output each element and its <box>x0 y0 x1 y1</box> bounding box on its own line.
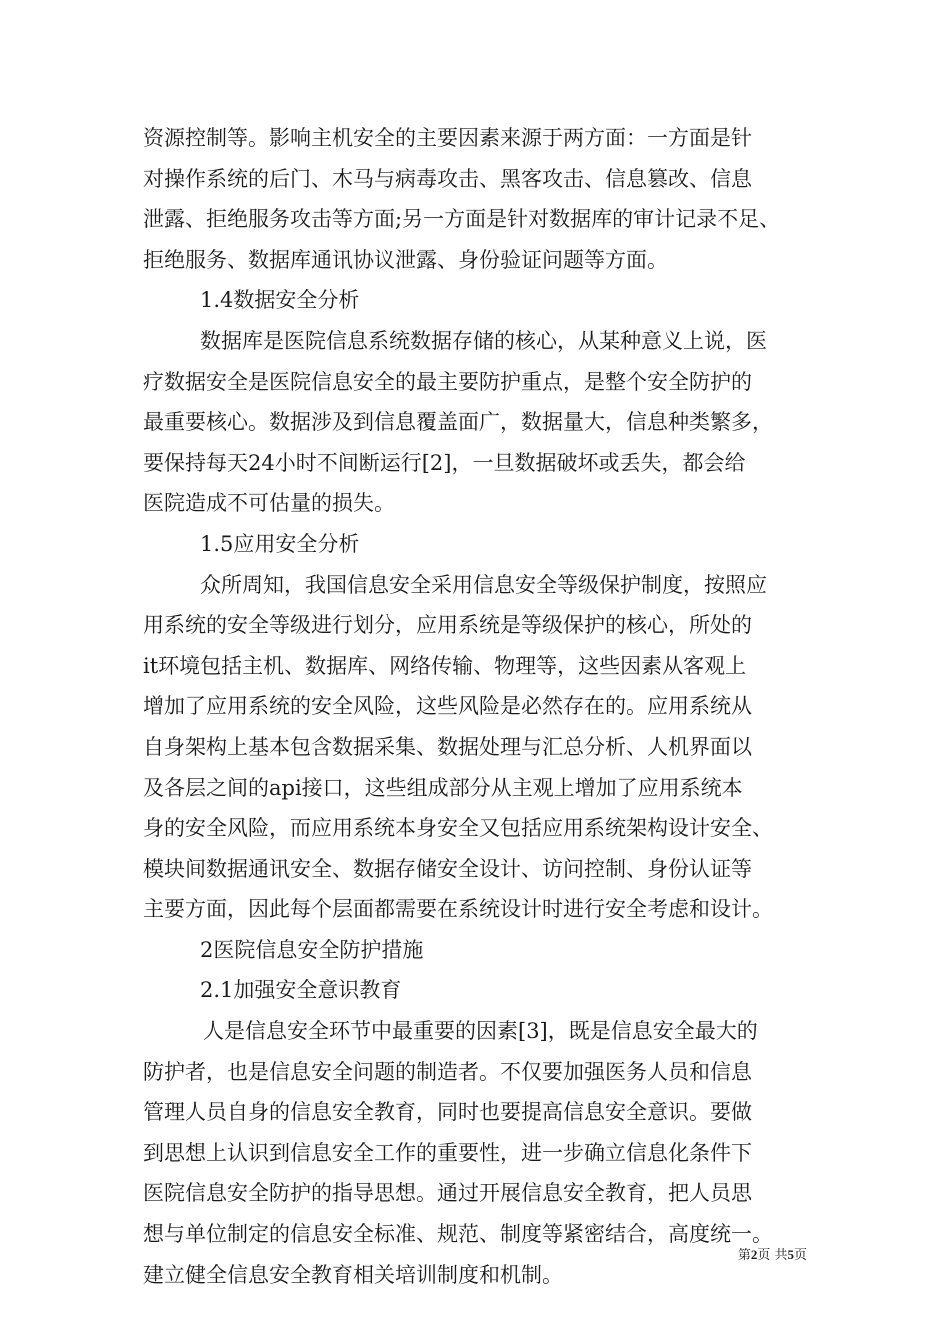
text-line: 对操作系统的后门、木马与病毒攻击、黑客攻击、信息篡改、信息 <box>143 166 752 191</box>
text-line: 要保持每天24小时不间断运行[2]，一旦数据破坏或丢失，都会给 <box>143 450 746 475</box>
page-footer <box>738 1246 807 1265</box>
text-line: 及各层之间的api接口，这些组成部分从主观上增加了应用系统本 <box>143 775 743 800</box>
text-line: 身的安全风险，而应用系统本身安全又包括应用系统架构设计安全、 <box>143 816 773 841</box>
text-line: 最重要核心。数据涉及到信息覆盖面广，数据量大，信息种类繁多， <box>143 410 773 435</box>
total-page-count: 5 <box>787 1247 794 1262</box>
footer-middle: 页 共 <box>757 1248 788 1263</box>
section-heading: 1.5应用安全分析 <box>200 531 360 556</box>
current-page-number: 2 <box>750 1247 758 1262</box>
text-line: 人是信息安全环节中最重要的因素[3]，既是信息安全最大的 <box>203 1019 758 1044</box>
text-line: 建立健全信息安全教育相关培训制度和机制。 <box>143 1262 563 1287</box>
text-line: 用系统的安全等级进行划分，应用系统是等级保护的核心，所处的 <box>143 613 752 638</box>
text-line: 主要方面，因此每个层面都需要在系统设计时进行安全考虑和设计。 <box>143 897 773 922</box>
text-line: 医院信息安全防护的指导思想。通过开展信息安全教育，把人员思 <box>143 1181 752 1206</box>
footer-suffix: 页 <box>793 1248 807 1263</box>
text-line: 医院造成不可估量的损失。 <box>143 491 395 516</box>
text-line: 管理人员自身的信息安全教育，同时也要提高信息安全意识。要做 <box>143 1100 752 1125</box>
text-line: 自身架构上基本包含数据采集、数据处理与汇总分析、人机界面以 <box>143 734 752 759</box>
text-line: 资源控制等。影响主机安全的主要因素来源于两方面：一方面是针 <box>143 126 752 150</box>
section-heading: 1.4数据安全分析 <box>200 288 360 313</box>
text-line: 模块间数据通讯安全、数据存储安全设计、访问控制、身份认证等 <box>143 856 752 881</box>
text-line: 增加了应用系统的安全风险，这些风险是必然存在的。应用系统从 <box>143 694 752 719</box>
body-text <box>143 118 810 1295</box>
text-line: 想与单位制定的信息安全标准、规范、制度等紧密结合，高度统一。 <box>143 1222 773 1247</box>
text-line: 疗数据安全是医院信息安全的最主要防护重点，是整个安全防护的 <box>143 369 752 394</box>
section-heading: 2医院信息安全防护措施 <box>200 937 424 962</box>
footer-prefix: 第 <box>737 1248 751 1263</box>
text-line: 数据库是医院信息系统数据存储的核心，从某种意义上说，医 <box>200 328 767 353</box>
subsection-heading: 2.1加强安全意识教育 <box>200 978 402 1003</box>
text-line: 到思想上认识到信息安全工作的重要性，进一步确立信息化条件下 <box>143 1140 752 1165</box>
text-line: 防护者，也是信息安全问题的制造者。不仅要加强医务人员和信息 <box>143 1059 752 1084</box>
text-line: 众所周知，我国信息安全采用信息安全等级保护制度，按照应 <box>200 572 767 597</box>
text-line: 拒绝服务、数据库通讯协议泄露、身份验证问题等方面。 <box>143 247 668 272</box>
text-line: it环境包括主机、数据库、网络传输、物理等，这些因素从客观上 <box>143 653 747 678</box>
text-line: 泄露、拒绝服务攻击等方面;另一方面是针对数据库的审计记录不足、 <box>143 207 781 232</box>
